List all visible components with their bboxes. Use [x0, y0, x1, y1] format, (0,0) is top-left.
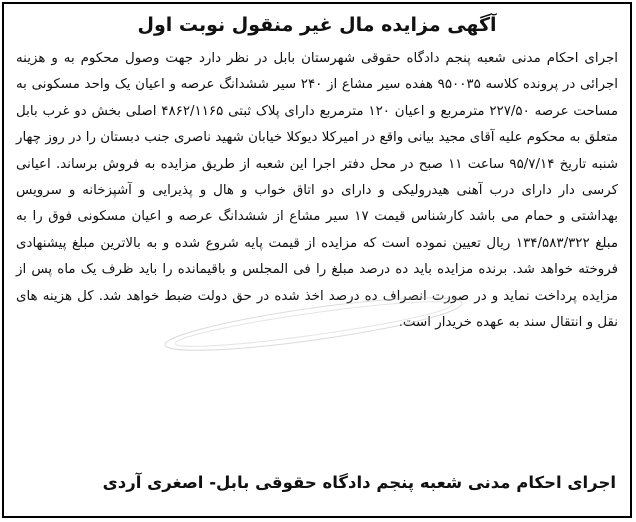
notice-box [2, 2, 632, 518]
notice-body: اجرای احکام مدنی شعبه پنجم دادگاه حقوقی شهرستان بابل در نظر دارد جهت وصول محکوم به و هزینه اجرائی در پرونده کلاسه ۹۵۰۰۳۵ هفده سیر مشاع از ۲۴۰ سیر ششدانگ عرصه و اعیان یک واحد مسکونی به مساحت عرصه ۲۲۷/۵۰ مترمربع و اعیان ۱۲۰ مترمربع دارای پلاک ثبتی ۴۸۶۲/۱۱۶۵ اصلی بخش دو غرب بابل متعلق به محکوم علیه آقای مجید بیانی واقع در امیرکلا دیوکلا خیابان شهید ناصری جنب دبستان را در روز چهار شنبه تاریخ ۹۵/۷/۱۴ ساعت ۱۱ صبح در محل دفتر اجرا این شعبه از طریق مزایده به فروش برساند. اعیانی کرسی دار دارای درب آهنی هیدرولیکی و دارای دو اتاق خواب و هال و پذیرایی و آشپزخانه و سرویس بهداشتی و حمام می باشد کارشناس قیمت ۱۷ سیر مشاع از ششدانگ عرصه و اعیان مسکونی فوق را به مبلغ ۱۳۴/۵۸۳/۳۲۲ ریال تعیین نموده است که مزایده از قیمت پایه شروع شده و به بالاترین مبلغ پیشنهادی فروخته خواهد شد. برنده مزایده باید ده درصد مبلغ را فی المجلس و باقیمانده را باید ظرف یک ماه پس از مزایده پرداخت نماید و در صورت انصراف ده درصد اخذ شده در حق دولت ضبط خواهد شد. کل هزینه های نقل و انتقال سند به عهده خریدار است. [16, 51, 619, 331]
notice-signature: اجرای احکام مدنی شعبه پنجم دادگاه حقوقی بابل- اصغری آردی [102, 473, 616, 492]
notice-title: آگهی مزایده مال غیر منقول نوبت اول [137, 14, 497, 36]
